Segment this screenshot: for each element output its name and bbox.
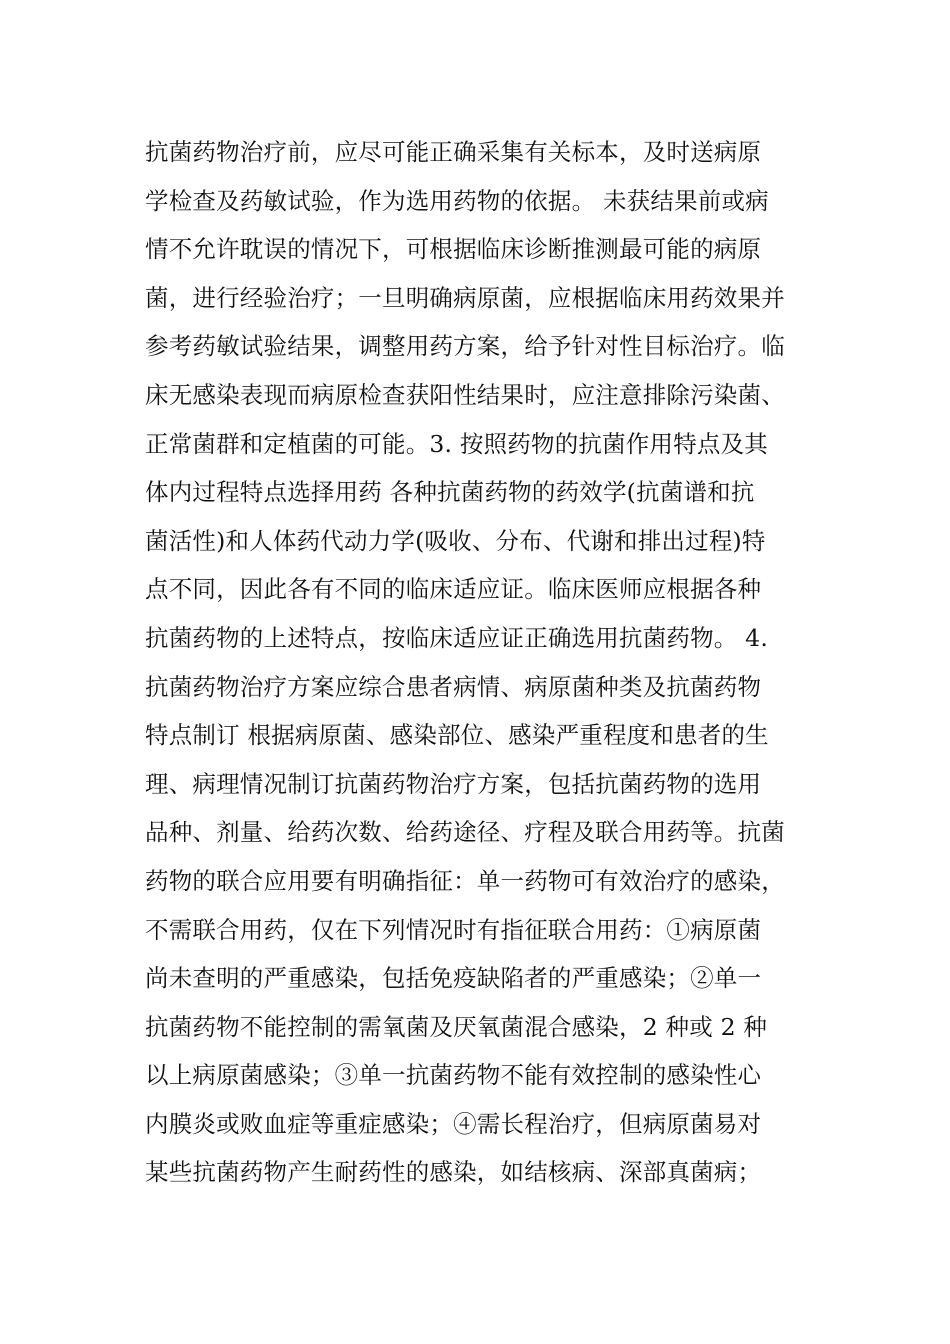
text-line: 抗菌药物治疗前，应尽可能正确采集有关标本，及时送病原	[145, 138, 762, 166]
text-line: 菌活性)和人体药代动力学(吸收、分布、代谢和排出过程)特	[145, 526, 766, 555]
text-line: 抗菌药物不能控制的需氧菌及厌氧菌混合感染，2 种或 2 种	[145, 1012, 768, 1041]
text-line: 学检查及药敏试验，作为选用药物的依据。 未获结果前或病	[145, 186, 769, 215]
text-line: 床无感染表现而病原检查获阳性结果时，应注意排除污染菌、	[145, 380, 785, 409]
text-line: 菌，进行经验治疗；一旦明确病原菌，应根据临床用药效果并	[145, 283, 785, 312]
text-line: 抗菌药物的上述特点，按临床适应证正确选用抗菌药物。 4.	[145, 623, 768, 652]
text-line: 尚未查明的严重感染，包括免疫缺陷者的严重感染；②单一	[145, 964, 762, 993]
text-line: 特点制订 根据病原菌、感染部位、感染严重程度和患者的生	[145, 721, 769, 750]
text-line: 理、病理情况制订抗菌药物治疗方案，包括抗菌药物的选用	[145, 769, 762, 798]
body-text	[145, 128, 845, 1197]
text-line: 品种、剂量、给药次数、给药途径、疗程及联合用药等。抗菌	[145, 818, 785, 847]
text-line: 以上病原菌感染；③单一抗菌药物不能有效控制的感染性心	[145, 1061, 762, 1090]
text-line: 某些抗菌药物产生耐药性的感染，如结核病、深部真菌病；	[145, 1158, 762, 1187]
text-line: 点不同，因此各有不同的临床适应证。临床医师应根据各种	[145, 575, 762, 604]
text-line: 内膜炎或败血症等重症感染；④需长程治疗，但病原菌易对	[145, 1109, 762, 1138]
text-line: 抗菌药物治疗方案应综合患者病情、病原菌种类及抗菌药物	[145, 672, 762, 701]
text-line: 参考药敏试验结果，调整用药方案，给予针对性目标治疗。临	[145, 332, 785, 361]
text-line: 情不允许耽误的情况下，可根据临床诊断推测最可能的病原	[145, 235, 762, 264]
text-line: 不需联合用药，仅在下列情况时有指征联合用药：①病原菌	[145, 915, 762, 944]
text-line: 药物的联合应用要有明确指征：单一药物可有效治疗的感染，	[145, 866, 785, 895]
text-line: 正常菌群和定植菌的可能。3. 按照药物的抗菌作用特点及其	[145, 429, 768, 458]
text-line: 体内过程特点选择用药 各种抗菌药物的药效学(抗菌谱和抗	[145, 478, 755, 507]
